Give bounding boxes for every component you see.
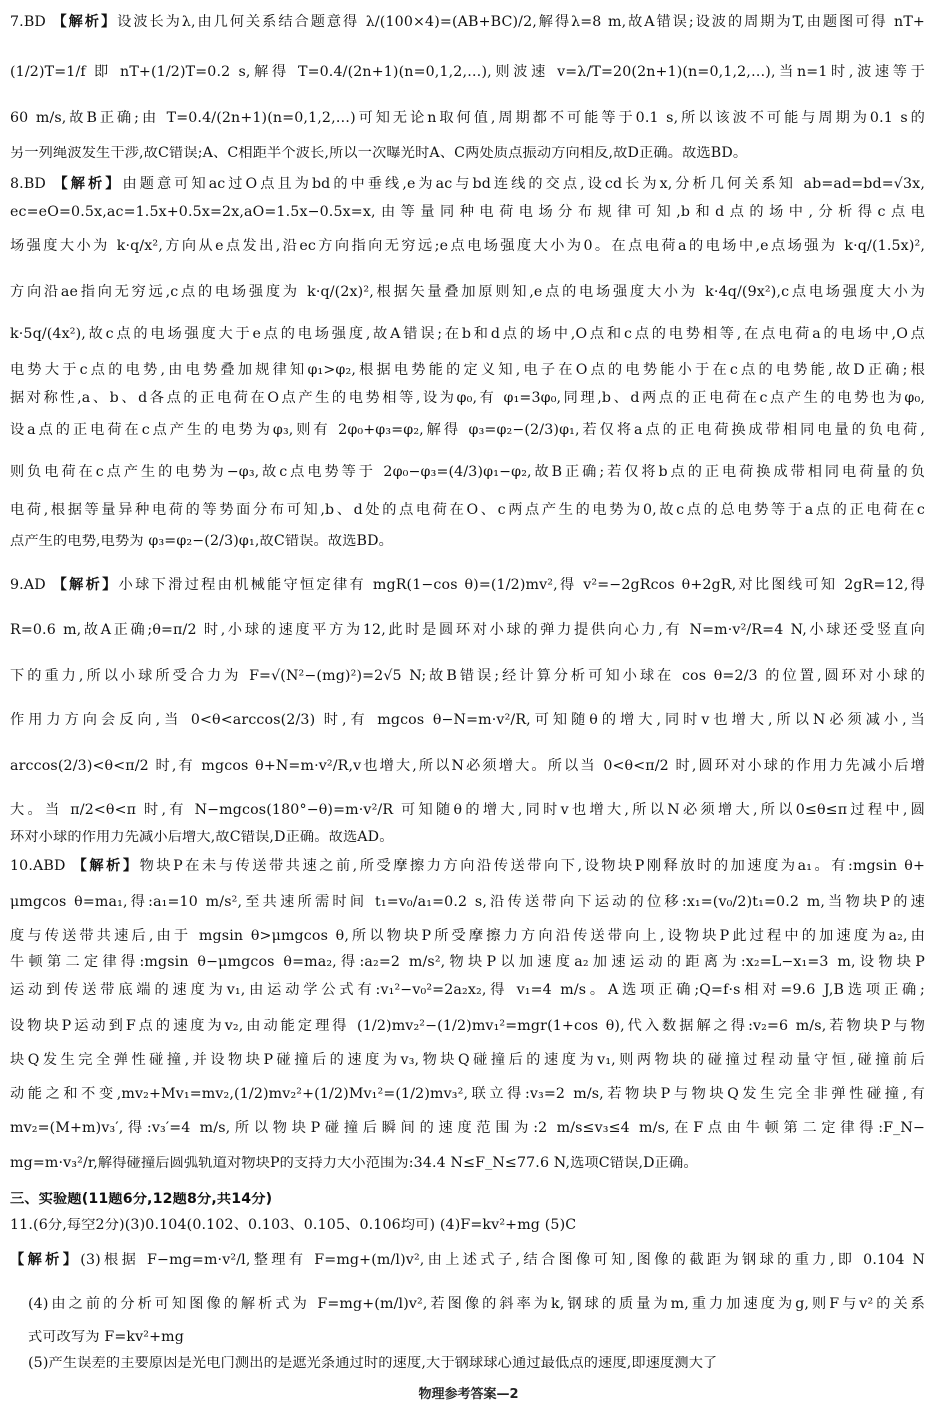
item-11-label: 11. [10, 1218, 34, 1233]
item-8-line-4: 方向沿ae指向无穷远,c点的电场强度为 k·q/(2x)²,根据矢量叠加原则知,e点的电场强度大小为 k·4q/(9x²),c点电场强度大小为 [10, 284, 925, 300]
item-9-label: 9.AD [10, 577, 46, 593]
item-11-answer-line [10, 1218, 925, 1232]
item-8-line-11: 点产生的电势,电势为 φ₃=φ₂−(2/3)φ₁,故C错误。故选BD。 [10, 534, 393, 549]
item-8-label: 8.BD [10, 176, 46, 192]
item-10-line-5: 运动到传送带底端的速度为v₁,由运动学公式有:v₁²−v₀²=2a₂x₂,得 v₁=4 m/s。A选项正确;Q=f·s相对=9.6 J,B选项正确; [10, 982, 925, 998]
item-10-tag: 【解析】 [72, 858, 140, 874]
item-7-line-4: 另一列绳波发生干涉,故C错误;A、C相距半个波长,所以一次曝光时A、C两处质点振动方向相反,故D正确。故选BD。 [10, 146, 748, 161]
item-9-line-4: 作用力方向会反向,当 0<θ<arccos(2/3) 时,有 mgcos θ−N=m·v²/R,可知随θ的增大,同时v也增大,所以N必须减小,当 [10, 712, 925, 728]
item-7-line-1: 7.BD 【解析】设波长为λ,由几何关系结合题意得 λ/(100×4)=(AB+BC)/2,解得λ=8 m,故A错误;设波的周期为T,由题图可得 nT+ [10, 14, 925, 30]
item-9-line-6: 大。当 π/2<θ<π 时,有 N−mgcos(180°−θ)=m·v²/R 可知随θ的增大,同时v也增大,所以N必须增大,所以0≤θ≤π过程中,圆 [10, 802, 925, 818]
item-9-line-2: R=0.6 m,故A正确;θ=π/2 时,小球的速度平方为12,此时是圆环对小球的弹力提供向心力,有 N=m·v²/R=4 N,小球还受竖直向 [10, 622, 925, 638]
item-10-line-8: 动能之和不变,mv₂+Mv₁=mv₂,(1/2)mv₂²+(1/2)Mv₁²=(1/2)mv₃²,联立得:v₃=2 m/s,若物块P与物块Q发生完全非弹性碰撞,有 [10, 1086, 925, 1102]
item-10-line-7: 块Q发生完全弹性碰撞,并设物块P碰撞后的速度为v₃,物块Q碰撞后的速度为v₁,则两物块的碰撞过程动量守恒,碰撞前后 [10, 1052, 925, 1068]
item-10-label: 10.ABD [10, 858, 66, 874]
item-8-line-2: ec=eO=0.5x,ac=1.5x+0.5x=2x,aO=1.5x−0.5x=x,由等量同种电荷电场分布规律可知,b和d点的场中,分析得c点电 [10, 204, 925, 220]
item-10-line-6: 设物块P运动到F点的速度为v₂,由动能定理得 (1/2)mv₂²−(1/2)mv₁²=mgr(1+cos θ),代入数据解之得:v₂=6 m/s,若物块P与物 [10, 1018, 925, 1034]
item-8-line-10: 电荷,根据等量异种电荷的等势面分布可知,b、d处的点电荷在O、c两点产生的电势为0,故c点的总电势等于a点的正电荷在c [10, 502, 925, 518]
item-11-line-1: 【解析】(3)根据 F−mg=m·v²/l,整理有 F=mg+(m/l)v²,由上述式子,结合图像可知,图像的截距为钢球的重力,即 0.104 N [10, 1252, 925, 1268]
item-10-line-1: 10.ABD 【解析】物块P在未与传送带共速之前,所受摩擦力方向沿传送带向下,设物块P刚释放时的加速度为a₁。有:mgsin θ+ [10, 858, 925, 874]
item-8-line-3: 场强度大小为 k·q/x²,方向从e点发出,沿ec方向指向无穷远;e点电场强度大小为0。在点电荷a的电场中,e点场强为 k·q/(1.5x)², [10, 238, 925, 254]
item-10-line-2: μmgcos θ=ma₁,得:a₁=10 m/s²,至共速所需时间 t₁=v₀/a₁=0.2 s,沿传送带向下运动的位移:x₁=(v₀/2)t₁=0.2 m,当物块P的速 [10, 894, 925, 910]
item-8-line-1: 8.BD 【解析】由题意可知ac过O点且为bd的中垂线,e为ac与bd连线的交点,设cd长为x,分析几何关系知 ab=ad=bd=√3x, [10, 176, 925, 192]
item-11-line-2: (4)由之前的分析可知图像的解析式为 F=mg+(m/l)v²,若图像的斜率为k,钢球的质量为m,重力加速度为g,则F与v²的关系 [28, 1296, 925, 1312]
item-8-line-6: 电势大于c点的电势,由电势叠加规律知φ₁>φ₂,根据电势能的定义知,电子在O点的电势能小于在c点的电势能,故D正确;根 [10, 362, 925, 378]
item-11-line-3: 式可改写为 F=kv²+mg [28, 1330, 185, 1345]
page-footer: 物理参考答案—2 [418, 1387, 519, 1402]
item-8-line-9: 则负电荷在c点产生的电势为−φ₃,故c点电势等于 2φ₀−φ₃=(4/3)φ₁−φ₂,故B正确;若仅将b点的正电荷换成带相同电荷量的负 [10, 464, 925, 480]
item-7-line-3: 60 m/s,故B正确;由 T=0.4/(2n+1)(n=0,1,2,…)可知无论n取何值,周期都不可能等于0.1 s,所以该波不可能与周期为0.1 s的 [10, 110, 925, 126]
item-9-line-7: 环对小球的作用力先减小后增大,故C错误,D正确。故选AD。 [10, 830, 394, 845]
item-8-line-5: k·5q/(4x²),故c点的电场强度大于e点的电场强度,故A错误;在b和d点的场中,O点和c点的电势相等,在点电荷a的电场中,O点 [10, 326, 925, 342]
item-7-line-2: (1/2)T=1/f 即 nT+(1/2)T=0.2 s,解得 T=0.4/(2n+1)(n=0,1,2,…),则波速 v=λ/T=20(2n+1)(n=0,1,2,…),当n=1时,波速等于 [10, 64, 925, 80]
item-11-line-4: (5)产生误差的主要原因是光电门测出的是遮光条通过时的速度,大于钢球球心通过最低点的速度,即速度测大了 [28, 1356, 718, 1371]
item-7-label: 7.BD [10, 14, 46, 30]
item-10-line-9: mv₂=(M+m)v₃′,得:v₃′=4 m/s,所以物块P碰撞后瞬间的速度范围为:2 m/s≤v₃≤4 m/s,在F点由牛顿第二定律得:F_N− [10, 1120, 925, 1136]
item-9-line-5: arccos(2/3)<θ<π/2 时,有 mgcos θ+N=m·v²/R,v也增大,所以N必须增大。所以当 0<θ<π/2 时,圆环对小球的作用力先减小后增 [10, 758, 925, 774]
item-10-line-4: 牛顿第二定律得:mgsin θ−μmgcos θ=ma₂,得:a₂=2 m/s²,物块P以加速度a₂加速运动的距离为:x₂=L−x₁=3 m,设物块P [10, 954, 925, 970]
section-heading: 三、实验题(11题6分,12题8分,共14分) [10, 1192, 273, 1207]
item-8-line-8: 设a点的正电荷在c点产生的电势为φ₃,则有 2φ₀+φ₃=φ₂,解得 φ₃=φ₂−(2/3)φ₁,若仅将a点的正电荷换成带相同电量的负电荷, [10, 422, 925, 438]
item-10-line-3: 度与传送带共速后,由于 mgsin θ>μmgcos θ,所以物块P所受摩擦力方向沿传送带向上,设物块P此过程中的加速度为a₂,由 [10, 928, 925, 944]
item-9-tag: 【解析】 [52, 577, 119, 593]
item-8-tag: 【解析】 [53, 176, 123, 192]
item-11-answer: (6分,每空2分)(3)0.104(0.102、0.103、0.105、0.106均可) (4)F=kv²+mg (5)C [33, 1218, 577, 1233]
item-11-tag: 【解析】 [10, 1252, 81, 1268]
item-7-tag: 【解析】 [52, 14, 118, 30]
item-9-line-3: 下的重力,所以小球所受合力为 F=√(N²−(mg)²)=2√5 N;故B错误;经计算分析可知小球在 cos θ=2/3 的位置,圆环对小球的 [10, 668, 925, 684]
item-9-line-1: 9.AD 【解析】小球下滑过程由机械能守恒定律有 mgR(1−cos θ)=(1/2)mv²,得 v²=−2gRcos θ+2gR,对比图线可知 2gR=12,得 [10, 577, 925, 593]
item-8-line-7: 据对称性,a、b、d各点的正电荷在O点产生的电势相等,设为φ₀,有 φ₁=3φ₀,同理,b、d两点的正电荷在c点产生的电势也为φ₀, [10, 390, 925, 406]
item-10-line-10: mg=m·v₃²/r,解得碰撞后圆弧轨道对物块P的支持力大小范围为:34.4 N≤F_N≤77.6 N,选项C错误,D正确。 [10, 1156, 698, 1171]
